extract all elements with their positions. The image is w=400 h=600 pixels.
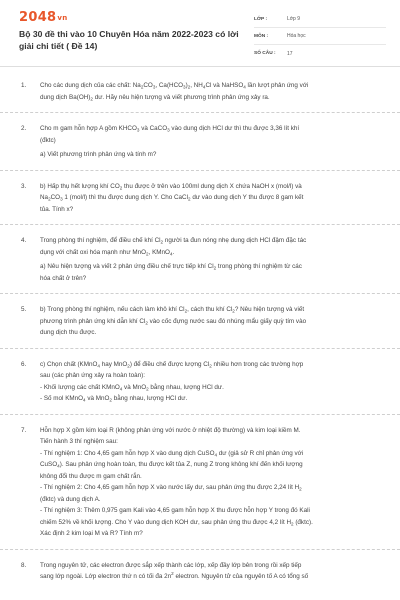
question-item <box>0 112 400 170</box>
meta-value-subject: Hóa học <box>287 33 306 39</box>
question-text-line: phương trình phản ứng khi dẫn khí $Cl_2$ vào cốc đựng nước sau đó nhúng mẩu giấy quỳ tím vào <box>40 317 307 325</box>
question-number: 7. <box>21 426 27 434</box>
question-text-line: a) Viết phương trình phản ứng và tính m? <box>40 151 157 158</box>
question-text-line: - Thí nghiệm 3: Thêm 0,975 gam Kali vào 4,65 gam hỗn hợp X thu được hỗn hợp Y trong đó Kali <box>40 507 310 514</box>
question-text-line: Trong nguyên tử, các electron được sắp xếp thành các lớp, xếp đầy lớp bên trong rồi xếp tiếp <box>40 561 302 569</box>
question-item <box>0 414 400 549</box>
meta-label: LỚP : <box>254 16 268 22</box>
question-text-line: Tiến hành 3 thí nghiệm sau: <box>40 438 118 445</box>
question-text-line: b) Trong phòng thí nghiệm, nếu cách làm khô khí $Cl_2$, cách thu khí $Cl_2$? Nêu hiện tượng và viết <box>40 306 305 314</box>
question-text-line: a) Nêu hiện tượng và viết 2 phản ứng điều chế trực tiếp khí $Cl_2$ trong phòng thí nghiệm từ các <box>40 263 302 271</box>
question-text-line: dung dịch $Ba(OH)_2$ dư. Hãy nêu hiện tượng và viết phương trình phản ứng xảy ra. <box>40 93 270 101</box>
meta-value-question-count: 17 <box>287 50 293 57</box>
question-text-line: dụng với chất oxi hóa mạnh như MnO$_2$, KMnO$_4$. <box>40 248 175 256</box>
question-text-line: Xác định 2 kim loại M và R? Tính m? <box>40 530 143 537</box>
question-item <box>0 293 400 348</box>
question-text-line: - Khối lượng các chất KMnO$_4$ và MnO$_2$ bằng nhau, lượng HCl dư. <box>40 383 224 391</box>
question-text-line: sau (các phản ứng xảy ra hoàn toàn): <box>40 372 146 379</box>
question-number: 3. <box>21 182 27 190</box>
question-number: 4. <box>21 237 27 244</box>
question-text-line: - Thí nghiệm 1: Cho 4,65 gam hỗn hợp X vào dung dịch CuSO$_4$ dư (giả sử R chỉ phản ứng với <box>40 449 304 457</box>
question-text-line: - Số mol KMnO$_4$ và MnO$_2$ bằng nhau, lượng HCl dư. <box>40 395 188 403</box>
question-text-line: (đktc) <box>40 136 56 144</box>
page-title: Bộ 30 đề thi vào 10 Chuyên Hóa năm 2022-2023 có lời giải chi tiết ( Đề 14) <box>19 29 239 51</box>
question-text-line: hóa chất ở trên? <box>40 274 87 282</box>
question-list <box>0 80 400 592</box>
meta-row-subject <box>254 28 386 45</box>
question-text-line: $Na_2CO_3$ 1 (mol/l) thì thu được dung dịch Y. Cho CaCl$_2$ dư vào dung dịch Y thu được 8 gam kết <box>40 194 304 202</box>
question-text-line: tủa. Tính x? <box>40 205 74 213</box>
meta-value-class: Lớp 9 <box>287 16 301 22</box>
question-text-line: CuSO$_4$). Sau phản ứng hoàn toàn, thu được kết tủa Z, nung Z trong không khí đến khối lượng <box>40 461 303 469</box>
question-number: 1. <box>21 82 27 89</box>
question-text-line: - Thí nghiệm 2: Cho 4,65 gam hỗn hợp X vào nước lấy dư, sau phản ứng thu được 2,24 lít $H_2$ <box>40 484 302 492</box>
question-text-line: không đổi thu được m gam chất rắn. <box>40 472 142 480</box>
meta-label: SỐ CÂU : <box>254 51 276 56</box>
question-text-line: Hỗn hợp X gồm kim loại R (không phản ứng với nước ở nhiệt độ thường) và kim loại kiềm M. <box>40 426 301 434</box>
question-number: 8. <box>21 561 27 569</box>
meta-label: MÔN : <box>254 33 269 39</box>
question-text-line: chiếm 52% về khối lượng. Cho Y vào dung dịch KOH dư, sau phản ứng thu được 4,2 lít $H_2$ (đktc). <box>40 518 313 526</box>
question-number: 2. <box>21 125 27 132</box>
question-text-line: (đktc) và dung dịch A. <box>40 495 101 503</box>
question-item <box>0 224 400 293</box>
meta-row-class <box>254 11 386 28</box>
question-item <box>0 549 400 592</box>
question-number: 6. <box>21 360 27 368</box>
question-item <box>0 348 400 414</box>
header-divider <box>0 66 400 67</box>
question-item <box>0 80 400 112</box>
meta-info-table <box>254 11 386 62</box>
site-logo[interactable] <box>19 10 68 25</box>
question-text-line: sang lớp ngoài. Lớp electron thứ n có tối đa $2n^2$ electron. Nguyên tử của nguyên tố A có tổng số <box>40 571 309 580</box>
logo-suffix: vn <box>57 14 68 22</box>
question-text-line: Cho m gam hỗn hợp A gồm $KHCO_3$ và CaCO$_3$ vào dung dịch HCl dư thì thu được 3,36 lít khí <box>40 125 300 133</box>
question-number: 5. <box>21 306 27 313</box>
logo-number: 2048 <box>19 10 57 25</box>
question-item <box>0 170 400 225</box>
meta-row-question-count <box>254 45 386 62</box>
question-text-line: b) Hấp thụ hết lượng khí $CO_2$ thu được ở trên vào 100ml dung dịch X chứa NaOH x (mol/l) và <box>40 182 302 190</box>
question-text-line: dung dịch thu được. <box>40 329 97 336</box>
question-text-line: Trong phòng thí nghiệm, để điều chế khí $Cl_2$ người ta đun nóng nhẹ dung dịch HCl đậm đặc tác <box>40 237 307 245</box>
question-text-line: Cho các dung dịch của các chất: $Na_2CO_3$, $Ca(HCO_3)_2$, $NH_4Cl$ và NaHSO$_4$ lần lượt phản ứng với <box>40 82 309 90</box>
question-text-line: c) Chọn chất (KMnO$_4$ hay MnO$_2$) để điều chế được lượng $Cl_2$ nhiều hơn trong các trường hợp <box>40 360 304 368</box>
